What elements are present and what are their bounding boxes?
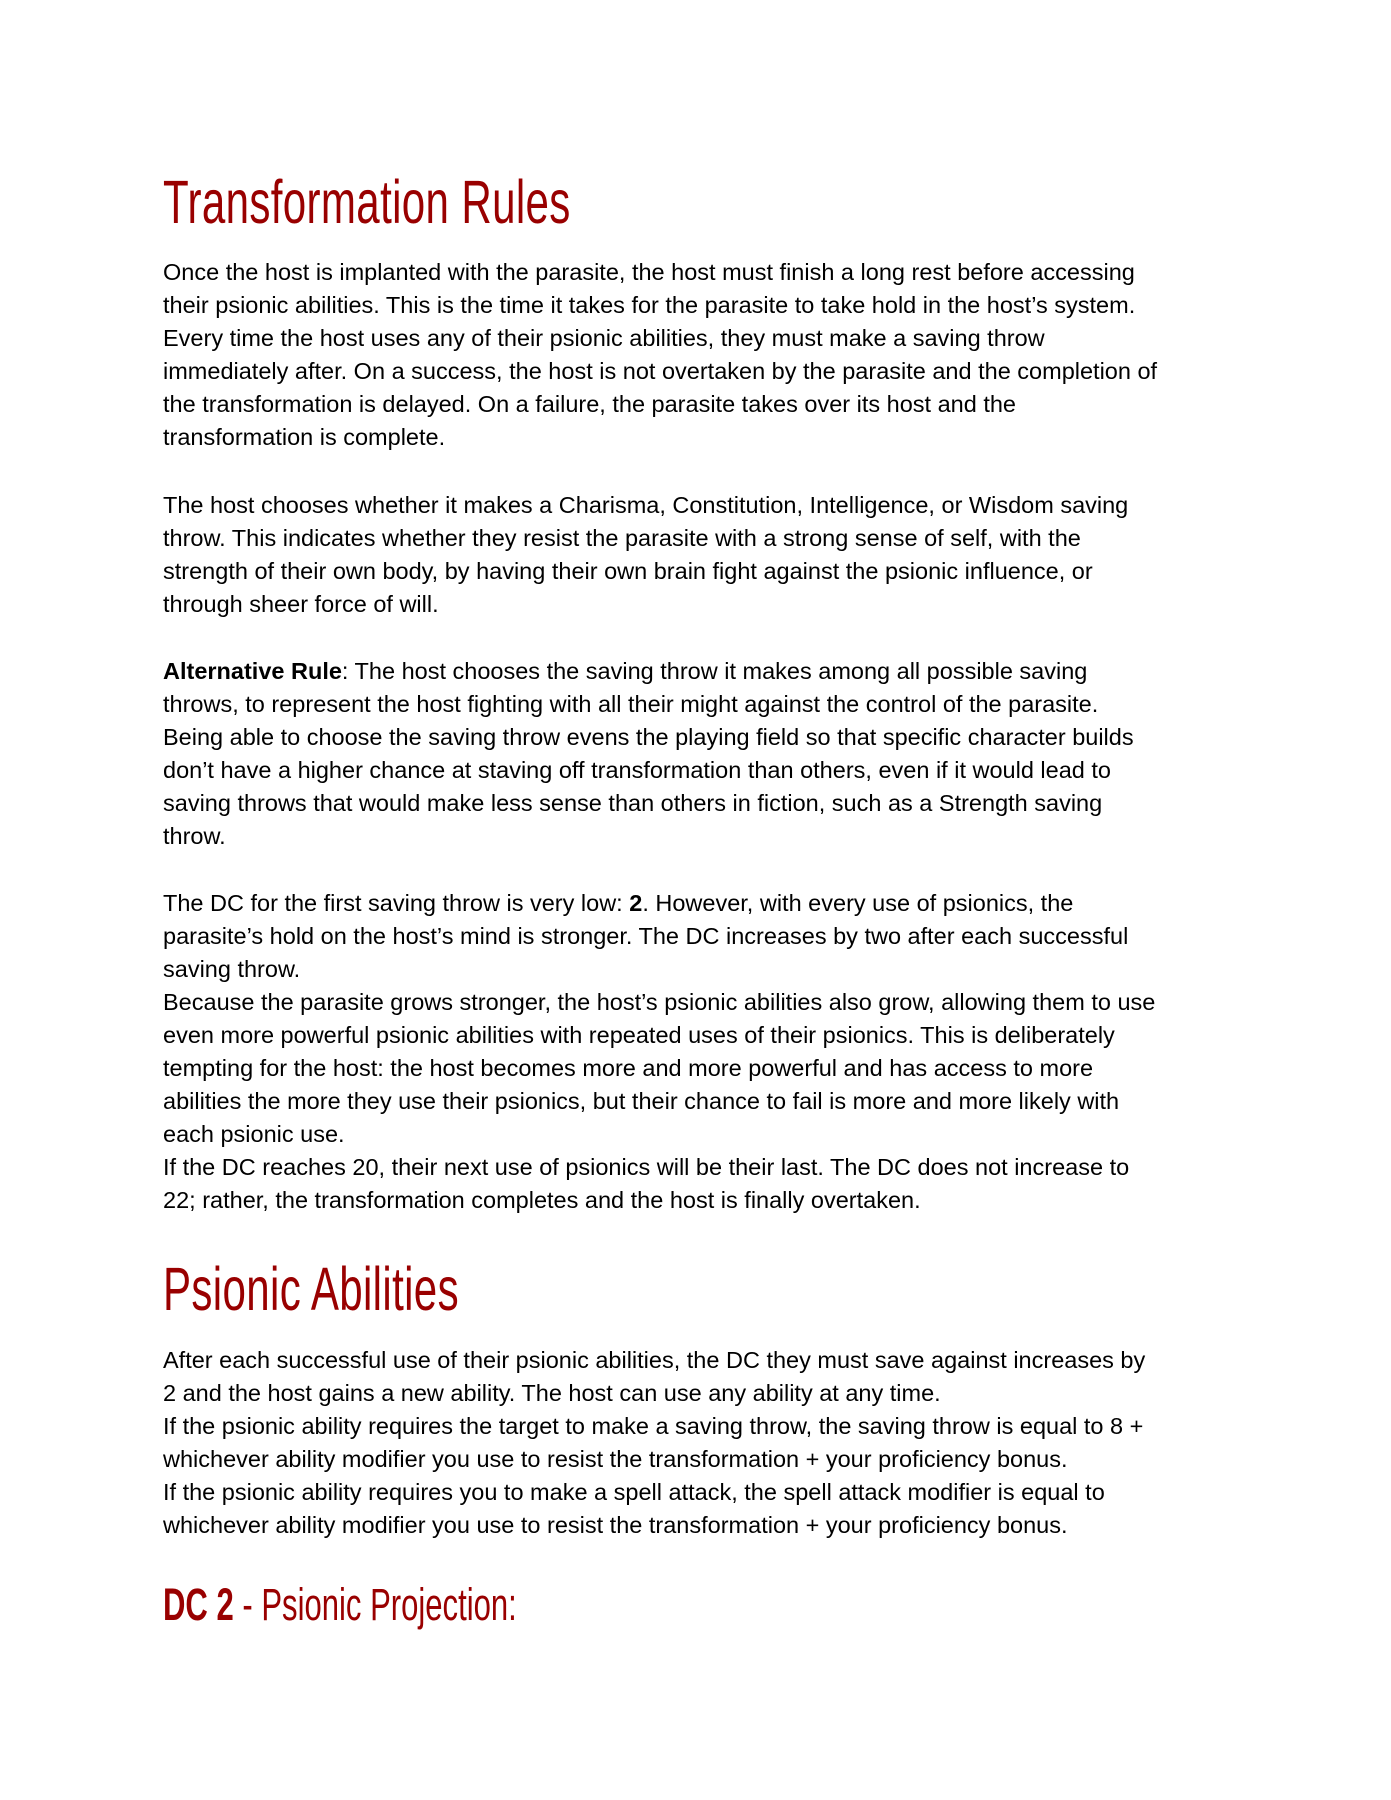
text-line: Every time the host uses any of their psionic abilities, they must make a saving throw xyxy=(163,325,1045,351)
text-line: throw. xyxy=(163,823,226,849)
text-line: strength of their own body, by having their own brain fight against the psionic influence, or xyxy=(163,558,1093,584)
heading-psionic-abilities: Psionic Abilities xyxy=(163,1255,459,1323)
text-line: If the psionic ability requires the target to make a saving throw, the saving throw is equal to 8 + xyxy=(163,1413,1144,1439)
text-line: parasite’s hold on the host’s mind is stronger. The DC increases by two after each successful xyxy=(163,923,1129,949)
text-line: immediately after. On a success, the host is not overtaken by the parasite and the completion of xyxy=(163,358,1158,384)
text-line: Once the host is implanted with the parasite, the host must finish a long rest before accessing xyxy=(163,259,1135,285)
text-line: 2 and the host gains a new ability. The host can use any ability at any time. xyxy=(163,1380,941,1406)
text-line: transformation is complete. xyxy=(163,424,446,450)
text-line: Being able to choose the saving throw evens the playing field so that specific character builds xyxy=(163,724,1134,750)
heading-separator: - xyxy=(233,1579,262,1630)
text-line xyxy=(163,887,1243,920)
dc-label: DC 2 xyxy=(163,1579,234,1630)
text-line: If the DC reaches 20, their next use of psionics will be their last. The DC does not increase to xyxy=(163,1154,1130,1180)
heading-dc2-psionic-projection xyxy=(163,1579,517,1630)
text-line: saving throws that would make less sense than others in fiction, such as a Strength saving xyxy=(163,790,1103,816)
text-line: each psionic use. xyxy=(163,1121,345,1147)
text-line: throws, to represent the host fighting with all their might against the control of the parasite. xyxy=(163,691,1099,717)
dc-value: 2 xyxy=(629,890,643,916)
text-line: If the psionic ability requires you to make a spell attack, the spell attack modifier is equal to xyxy=(163,1479,1105,1505)
dc-text-post: . However, with every use of psionics, the xyxy=(642,890,1074,916)
ability-title: Psionic Projection: xyxy=(261,1579,517,1630)
text-line: even more powerful psionic abilities with repeated uses of their psionics. This is deliberately xyxy=(163,1022,1115,1048)
paragraph-saving-throw-choice xyxy=(163,489,1243,621)
text-line: don’t have a higher chance at staving off transformation than others, even if it would lead to xyxy=(163,757,1111,783)
paragraph-alternative-rule xyxy=(163,655,1243,853)
text-line: whichever ability modifier you use to resist the transformation + your proficiency bonus. xyxy=(163,1512,1068,1538)
text-line xyxy=(163,655,1243,688)
text-line: The host chooses whether it makes a Charisma, Constitution, Intelligence, or Wisdom saving xyxy=(163,492,1129,518)
text-line: 22; rather, the transformation completes and the host is finally overtaken. xyxy=(163,1187,921,1213)
text-line: through sheer force of will. xyxy=(163,591,439,617)
text-line: Because the parasite grows stronger, the host’s psionic abilities also grow, allowing them to use xyxy=(163,989,1156,1015)
dc-text-pre: The DC for the first saving throw is very low: xyxy=(163,890,630,916)
text-line: tempting for the host: the host becomes more and more powerful and has access to more xyxy=(163,1055,1094,1081)
alternative-rule-label: Alternative Rule xyxy=(163,658,342,684)
paragraph-dc-progression xyxy=(163,887,1243,1217)
heading-transformation-rules: Transformation Rules xyxy=(163,168,571,236)
text-line: the transformation is delayed. On a failure, the parasite takes over its host and the xyxy=(163,391,1016,417)
text-line: After each successful use of their psionic abilities, the DC they must save against increases by xyxy=(163,1347,1146,1373)
paragraph-implantation xyxy=(163,256,1243,454)
paragraph-psionic-abilities xyxy=(163,1344,1243,1542)
text-line: their psionic abilities. This is the time it takes for the parasite to take hold in the host’s system. xyxy=(163,292,1136,318)
text-line: saving throw. xyxy=(163,956,301,982)
text-line: throw. This indicates whether they resist the parasite with a strong sense of self, with the xyxy=(163,525,1081,551)
text-line: abilities the more they use their psionics, but their chance to fail is more and more likely with xyxy=(163,1088,1120,1114)
alternative-rule-text: : The host chooses the saving throw it makes among all possible saving xyxy=(341,658,1088,684)
text-line: whichever ability modifier you use to resist the transformation + your proficiency bonus. xyxy=(163,1446,1068,1472)
